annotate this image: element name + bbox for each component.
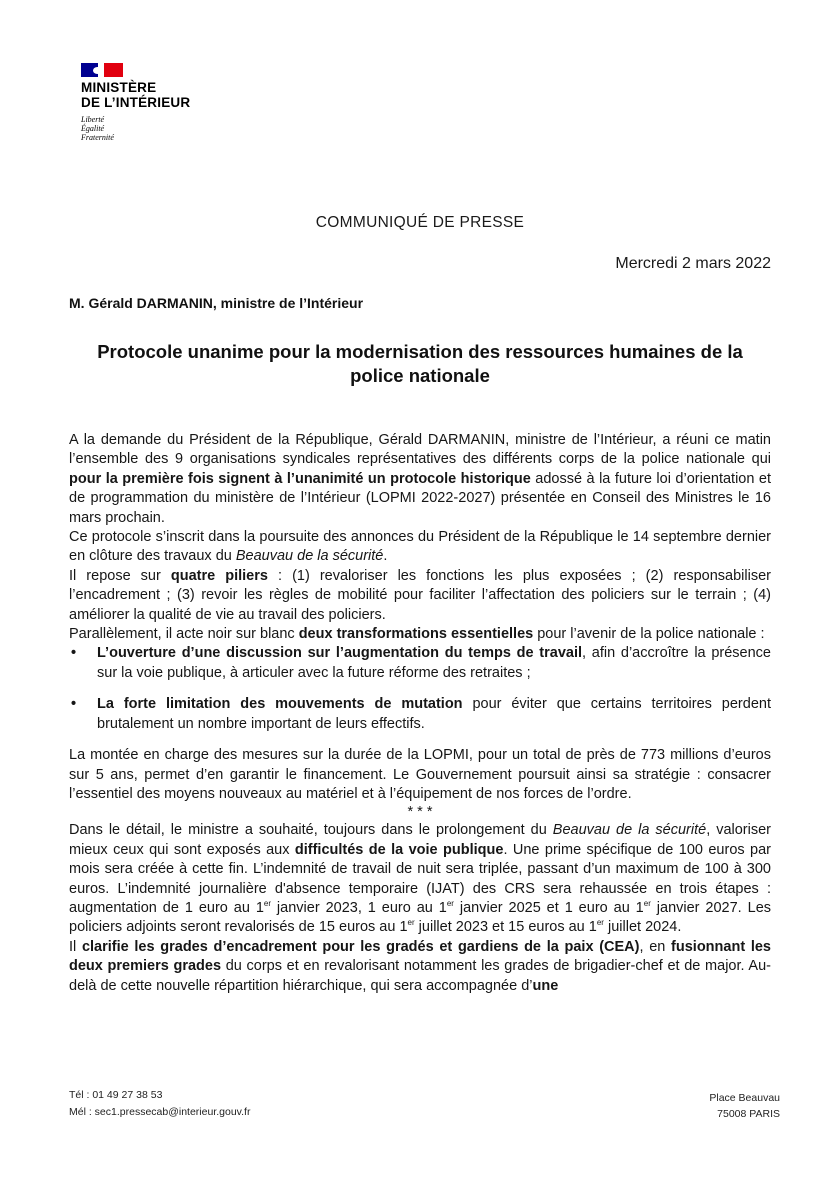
section-separator: * * * <box>407 804 433 821</box>
minister-name: M. Gérald DARMANIN, <box>69 295 217 311</box>
ministry-logo <box>81 63 190 142</box>
paragraph-intro: A la demande du Président de la République, Gérald DARMANIN, ministre de l’Intérieur, a réuni ce matin l’ensemble des 9 organisations syndicales représentatives des différents corps de la police nationale qui pour la première fois signent à l’unanimité un protocole historique adossé à la future loi d’orientation et de programmation du ministère de l’Intérieur (LOPMI 2022-2027) présentée en Conseil des Ministres le 16 mars prochain. <box>69 432 771 526</box>
footer-contact <box>69 1087 250 1121</box>
paragraph-details: Dans le détail, le ministre a souhaité, toujours dans le prolongement du Beauvau de la sécurité, valoriser mieux ceux qui sont exposés aux difficultés de la voie publique. Une prime spécifique de 100 euros par mois sera créée à cette fin. L’indemnité de travail de nuit sera triplée, passant d’un maximum de 100 à 300 euros. L’indemnité journalière d'absence temporaire (IJAT) des CRS sera rehaussée en trois étapes : augmentation de 1 euro au 1er janvier 2023, 1 euro au 1er janvier 2025 et 1 euro au 1er janvier 2027. Les policiers adjoints seront revalorisés de 15 euros au 1er juillet 2023 et 15 euros au 1er juillet 2024. <box>69 822 772 936</box>
page-title: Protocole unanime pour la modernisation des ressources humaines de la police nationale <box>97 341 743 386</box>
transformations-list <box>69 644 771 734</box>
paragraph-transformations: Parallèlement, il acte noir sur blanc deux transformations essentielles pour l’avenir de la police nationale : <box>69 626 765 643</box>
footer-address: Place Beauvau 75008 PARIS <box>709 1092 780 1120</box>
paragraph-pillars: Il repose sur quatre piliers : (1) revaloriser les fonctions les plus exposées ; (2) responsabiliser l’encadrement ; (3) revoir les règles de mobilité pour faciliter l’affectation des policiers sur le terrain ; (4) améliorer la qualité de vie au travail des policiers. <box>69 567 771 623</box>
paragraph-grades: Il clarifie les grades d’encadrement pour les gradés et gardiens de la paix (CEA), en fusionnant les deux premiers grades du corps et en revalorisant notamment les grades de brigadier-chef et de major. Au-delà de cette nouvelle répartition hiérarchique, qui sera accompagnée d’une <box>69 938 772 994</box>
french-flag-icon <box>81 63 123 77</box>
republic-motto: Liberté Égalité Fraternité <box>81 115 114 142</box>
document-date: Mercredi 2 mars 2022 <box>615 255 771 272</box>
ministry-name: MINISTÈRE DE L’INTÉRIEUR <box>81 80 191 110</box>
document-type: COMMUNIQUÉ DE PRESSE <box>315 214 525 231</box>
document-body <box>69 431 771 996</box>
list-item: • L’ouverture d’une discussion sur l’augmentation du temps de travail, afin d’accroître la présence sur la voie publique, à articuler avec la future réforme des retraites ; <box>69 644 771 683</box>
minister-role: ministre de l’Intérieur <box>216 295 364 311</box>
footer-phone: Tél : 01 49 27 38 53 <box>69 1089 163 1101</box>
paragraph-context: Ce protocole s’inscrit dans la poursuite des annonces du Président de la République le 14 septembre dernier en clôture des travaux du Beauvau de la sécurité. <box>69 529 771 565</box>
footer-email[interactable]: Mél : sec1.pressecab@interieur.gouv.fr <box>69 1106 251 1118</box>
paragraph-funding: La montée en charge des mesures sur la durée de la LOPMI, pour un total de près de 773 millions d’euros sur 5 ans, permet d’en garantir le financement. Le Gouvernement poursuit ainsi sa stratégie : consacrer l’essentiel des moyens nouveaux au matériel et à l’équipement de nos forces de l’ordre. <box>69 747 771 802</box>
minister-line <box>69 295 363 311</box>
list-item: • La forte limitation des mouvements de mutation pour éviter que certains territoires perdent brutalement un nombre important de leurs effectifs. <box>69 695 771 734</box>
